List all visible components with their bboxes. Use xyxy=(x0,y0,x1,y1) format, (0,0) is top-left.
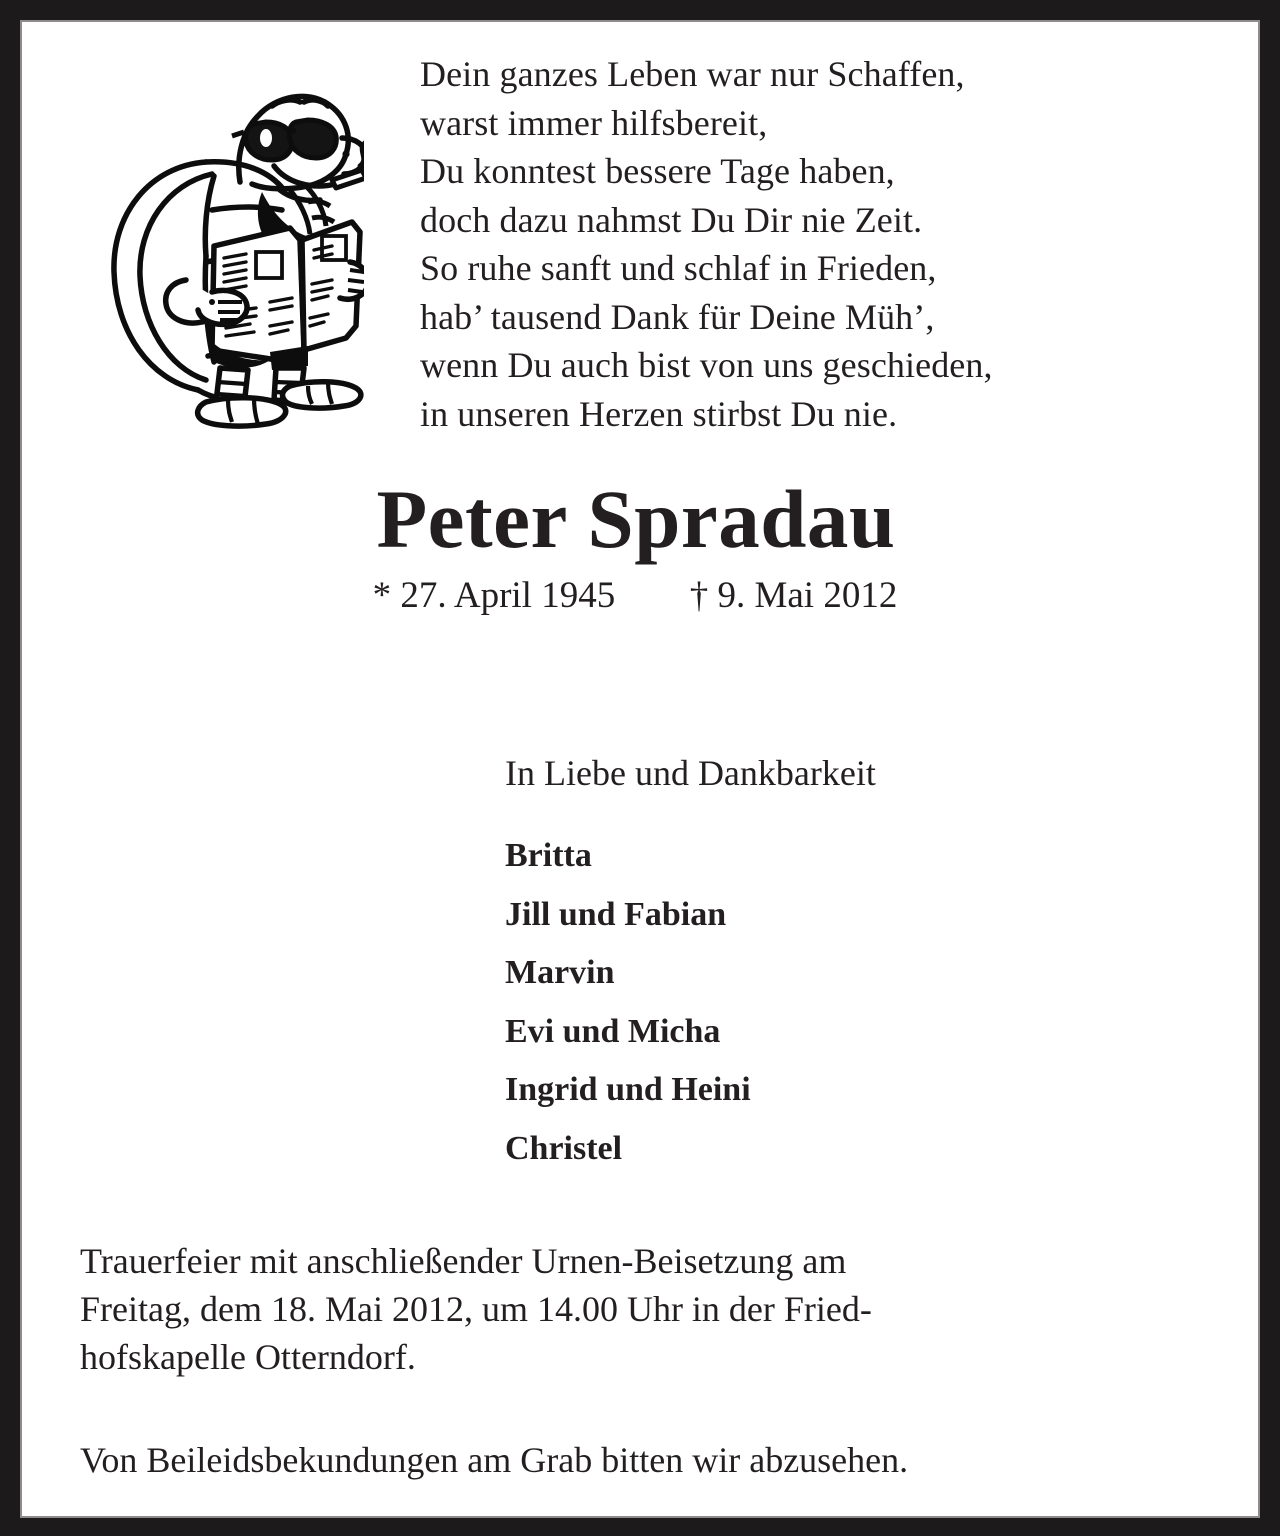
list-item: Britta xyxy=(505,837,592,875)
poem-line: warst immer hilfsbereit, xyxy=(420,102,768,143)
poem-line: hab’ tausend Dank für Deine Müh’, xyxy=(420,296,935,337)
obituary-card xyxy=(22,22,1258,1516)
obituary-border-inner-rule xyxy=(20,20,1260,1518)
list-item: Evi und Micha xyxy=(505,1012,721,1050)
turtle-reading-newspaper-icon xyxy=(94,50,364,430)
death-date: † 9. Mai 2012 xyxy=(689,574,898,616)
list-item: Marvin xyxy=(505,954,615,992)
life-dates xyxy=(22,574,1258,617)
header-region xyxy=(22,22,1258,442)
deceased-identity-block xyxy=(22,473,1258,617)
poem-line: Dein ganzes Leben war nur Schaffen, xyxy=(420,54,965,94)
mourners-block xyxy=(22,752,1258,1178)
poem-line: in unseren Herzen stirbst Du nie. xyxy=(420,393,898,434)
dedication-text: In Liebe und Dankbarkeit xyxy=(505,753,876,793)
poem-line: Du konntest bessere Tage haben, xyxy=(420,151,895,191)
deceased-name: Peter Spradau xyxy=(376,473,896,565)
birth-date: * 27. April 1945 xyxy=(372,574,616,616)
ceremony-details-block xyxy=(80,1237,1190,1484)
list-item: Christel xyxy=(505,1129,623,1167)
mourners-list xyxy=(22,827,1258,1178)
poem-line: wenn Du auch bist von uns geschieden, xyxy=(420,345,993,385)
ceremony-line: Freitag, dem 18. Mai 2012, um 14.00 Uhr in der Fried- xyxy=(80,1289,872,1329)
poem-line: So ruhe sanft und schlaf in Frieden, xyxy=(420,248,937,288)
condolence-note: Von Beileidsbekundungen am Grab bitten wir abzusehen. xyxy=(80,1440,909,1480)
list-item: Ingrid und Heini xyxy=(505,1071,751,1109)
ceremony-line: hofskapelle Otterndorf. xyxy=(80,1337,416,1377)
ceremony-line: Trauerfeier mit anschließender Urnen-Beisetzung am xyxy=(80,1241,847,1281)
memorial-poem xyxy=(420,50,1220,438)
list-item: Jill und Fabian xyxy=(505,895,727,933)
poem-line: doch dazu nahmst Du Dir nie Zeit. xyxy=(420,199,923,240)
